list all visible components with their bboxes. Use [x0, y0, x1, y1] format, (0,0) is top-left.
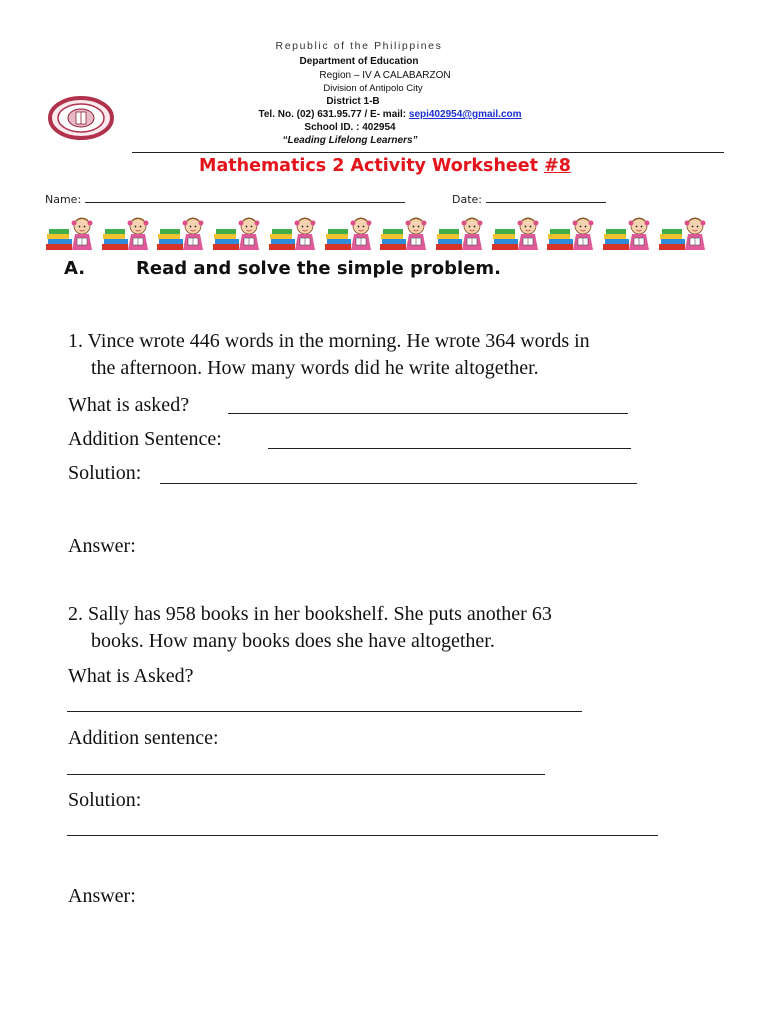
problem-2-text-2: books. How many books does she have altogether.	[91, 630, 495, 652]
date-row	[452, 192, 606, 206]
section-instruction: Read and solve the simple problem.	[136, 258, 501, 279]
header-department: Department of Education	[299, 56, 419, 67]
name-label: Name:	[45, 193, 82, 206]
girl-reading-books-icon	[545, 214, 597, 254]
girl-reading-books-icon	[657, 214, 709, 254]
problem-1-solution-line[interactable]	[160, 483, 637, 484]
girl-reading-books-icon	[323, 214, 375, 254]
problem-1-sentence-label: Addition Sentence:	[68, 428, 222, 450]
section-a-heading	[64, 258, 501, 279]
header-republic: Republic of the Philippines	[275, 40, 443, 52]
problem-1-number: 1.	[68, 330, 83, 352]
girl-reading-books-icon	[601, 214, 653, 254]
decorative-border	[44, 214, 709, 254]
problem-1-solution-label: Solution:	[68, 462, 142, 484]
girl-reading-books-icon	[44, 214, 96, 254]
header-motto: “Leading Lifelong Learners”	[282, 135, 418, 146]
girl-reading-books-icon	[267, 214, 319, 254]
problem-2-text-1: Sally has 958 books in her bookshelf. She puts another 63	[88, 603, 552, 625]
header-divider	[132, 152, 724, 153]
problem-1-sentence-line[interactable]	[268, 448, 631, 449]
girl-reading-books-icon	[211, 214, 263, 254]
problem-1-asked	[68, 392, 189, 418]
date-field[interactable]	[486, 192, 606, 203]
worksheet-number: #8	[544, 156, 571, 176]
problem-2-number: 2.	[68, 603, 83, 625]
header-district: District 1-B	[326, 96, 380, 107]
name-field[interactable]	[85, 192, 405, 203]
problem-1-text-1: Vince wrote 446 words in the morning. He wrote 364 words in	[87, 330, 590, 352]
date-label: Date:	[452, 193, 482, 206]
email-link[interactable]: sepi402954@gmail.com	[408, 109, 522, 120]
problem-2-sentence-label: Addition sentence:	[68, 727, 219, 749]
problem-2-asked-line[interactable]	[67, 711, 582, 712]
problem-2-answer-label: Answer:	[68, 885, 136, 907]
header-division: Division of Antipolo City	[323, 83, 423, 94]
worksheet-title-main: Mathematics 2 Activity Worksheet	[199, 156, 545, 176]
girl-reading-books-icon	[100, 214, 152, 254]
header-contact	[190, 109, 590, 120]
problem-1-asked-label: What is asked?	[68, 394, 190, 416]
problem-1-line-1	[68, 328, 590, 354]
problem-2-asked-label: What is Asked?	[68, 665, 194, 687]
girl-reading-books-icon	[155, 214, 207, 254]
problem-2-solution-label: Solution:	[68, 789, 142, 811]
problem-2-sentence-line[interactable]	[67, 774, 545, 775]
girl-reading-books-icon	[490, 214, 542, 254]
header-tel: Tel. No. (02) 631.95.77 / E- mail:	[258, 109, 409, 120]
section-letter: A.	[64, 258, 86, 279]
problem-2-solution-line[interactable]	[67, 835, 658, 836]
problem-1-text-2: the afternoon. How many words did he write altogether.	[91, 357, 539, 379]
header-school-id: School ID. : 402954	[304, 122, 396, 133]
girl-reading-books-icon	[378, 214, 430, 254]
problem-2-line-1	[68, 601, 552, 627]
worksheet-title	[140, 156, 630, 176]
girl-reading-books-icon	[434, 214, 486, 254]
name-row	[45, 192, 405, 206]
header-region: Region – IV A CALABARZON	[319, 70, 451, 81]
problem-1-answer-label: Answer:	[68, 535, 136, 557]
problem-1-asked-line[interactable]	[228, 413, 628, 414]
school-seal-icon	[48, 96, 114, 140]
